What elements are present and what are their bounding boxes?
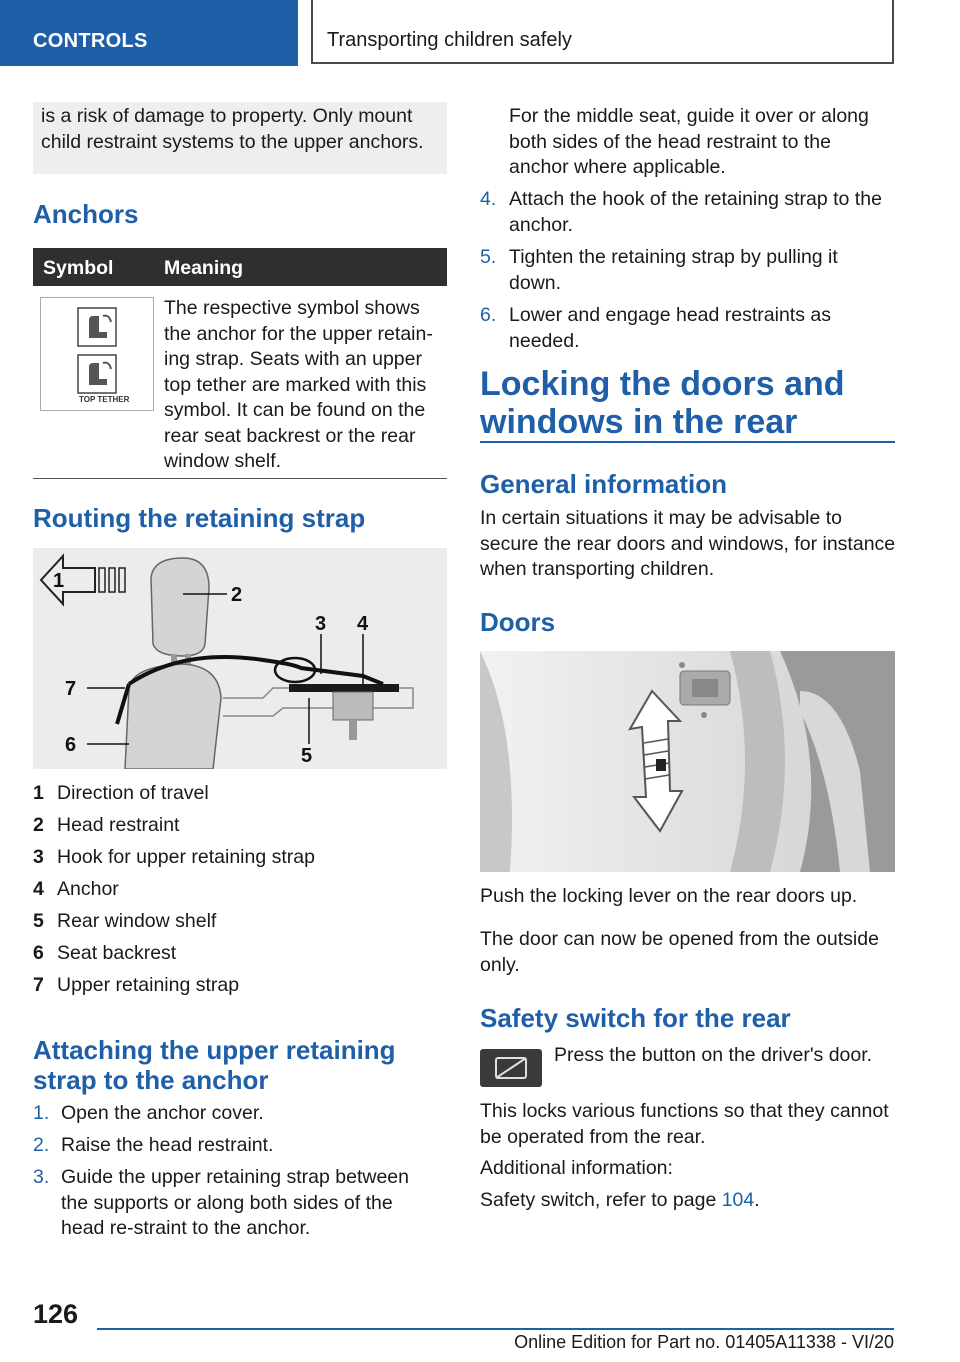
child-seat-anchor-icon <box>41 298 153 410</box>
step-item: 1. Open the anchor cover. <box>33 1102 264 1124</box>
figure-label-2: 2 <box>231 584 243 606</box>
page-reference-link[interactable]: 104 <box>721 1189 755 1211</box>
step-item: 5. Tighten the retaining strap by pulling it down. <box>480 246 838 294</box>
table-meaning-cell: The respective symbol shows the anchor for the upper retain-ing strap. Seats with an upper top tether are marked with this symbol. It can be found on the rear seat backrest or the rear window shelf. <box>164 297 433 472</box>
chapter-tab <box>311 0 894 64</box>
attaching-heading: Attaching the upper retaining strap to the anchor <box>33 1035 396 1095</box>
step-item: 6. Lower and engage head restraints as needed. <box>480 304 831 352</box>
table-bottom-rule <box>33 478 447 479</box>
step-item: 2. Raise the head restraint. <box>33 1134 274 1156</box>
figure-label-3: 3 <box>315 613 327 635</box>
column-header-symbol: Symbol <box>43 257 114 279</box>
warning-note-text: is a risk of damage to property. Only mount child restraint systems to the upper anchors. <box>41 105 424 153</box>
routing-figure <box>33 548 447 769</box>
safety-switch-button <box>480 1049 542 1087</box>
attaching-steps <box>33 1101 447 1242</box>
warning-note <box>33 102 447 174</box>
section-title: CONTROLS <box>33 30 148 52</box>
general-info-heading: General information <box>480 469 728 499</box>
legend-item: 6 Seat backrest <box>33 942 177 964</box>
footer-rule <box>97 1328 894 1330</box>
top-tether-caption: TOP TETHER <box>79 395 130 404</box>
attaching-steps-continued <box>480 187 895 354</box>
doors-text-2: The door can now be opened from the outside only. <box>480 928 879 976</box>
legend-item: 2 Head restraint <box>33 814 180 836</box>
figure-label-6: 6 <box>65 734 77 756</box>
locking-heading: Locking the doors and windows in the rear <box>480 365 845 441</box>
page-reference: Safety switch, refer to page 104. <box>480 1189 760 1211</box>
step-3-continuation: For the middle seat, guide it over or along both sides of the head restraint to the anchor where applicable. <box>509 105 869 178</box>
doors-heading: Doors <box>480 607 556 637</box>
general-info-text: In certain situations it may be advisable to secure the rear doors and windows, for instance when transporting children. <box>480 507 896 580</box>
step-item: 4. Attach the hook of the retaining strap to the anchor. <box>480 188 882 236</box>
section-tab <box>0 0 298 66</box>
top-tether-symbol <box>40 297 154 411</box>
column-header-meaning: Meaning <box>164 257 244 279</box>
chapter-title: Transporting children safely <box>327 29 572 51</box>
figure-legend <box>33 781 447 1005</box>
window-lock-icon <box>480 1049 542 1087</box>
page-number: 126 <box>33 1299 79 1329</box>
legend-item: 1 Direction of travel <box>33 782 209 804</box>
additional-info-label: Additional information: <box>480 1157 673 1179</box>
figure-label-5: 5 <box>301 745 313 767</box>
anchors-heading: Anchors <box>33 199 139 229</box>
safety-switch-instruction: Press the button on the driver's door. <box>554 1044 873 1066</box>
section-rule <box>480 441 895 443</box>
table-header <box>33 248 447 286</box>
figure-label-4: 4 <box>357 613 369 635</box>
safety-switch-text: This locks various functions so that they cannot be operated from the rear. <box>480 1100 889 1148</box>
legend-item: 5 Rear window shelf <box>33 910 217 932</box>
edition-info: Online Edition for Part no. 01405A11338 - VI/20 <box>514 1332 894 1352</box>
doors-text-1: Push the locking lever on the rear doors up. <box>480 885 858 907</box>
legend-item: 3 Hook for upper retaining strap <box>33 846 315 868</box>
door-lever-illustration <box>480 651 895 872</box>
legend-item: 7 Upper retaining strap <box>33 974 240 996</box>
retaining-strap-diagram <box>33 548 447 769</box>
figure-label-7: 7 <box>65 678 77 700</box>
step-item: 3. Guide the upper retaining strap between the supports or along both sides of the head re-straint to the anchor. <box>33 1166 409 1239</box>
safety-switch-heading: Safety switch for the rear <box>480 1003 791 1033</box>
routing-heading: Routing the retaining strap <box>33 503 366 533</box>
door-lock-photo <box>480 651 895 872</box>
figure-label-1: 1 <box>53 570 65 592</box>
legend-item: 4 Anchor <box>33 878 119 900</box>
